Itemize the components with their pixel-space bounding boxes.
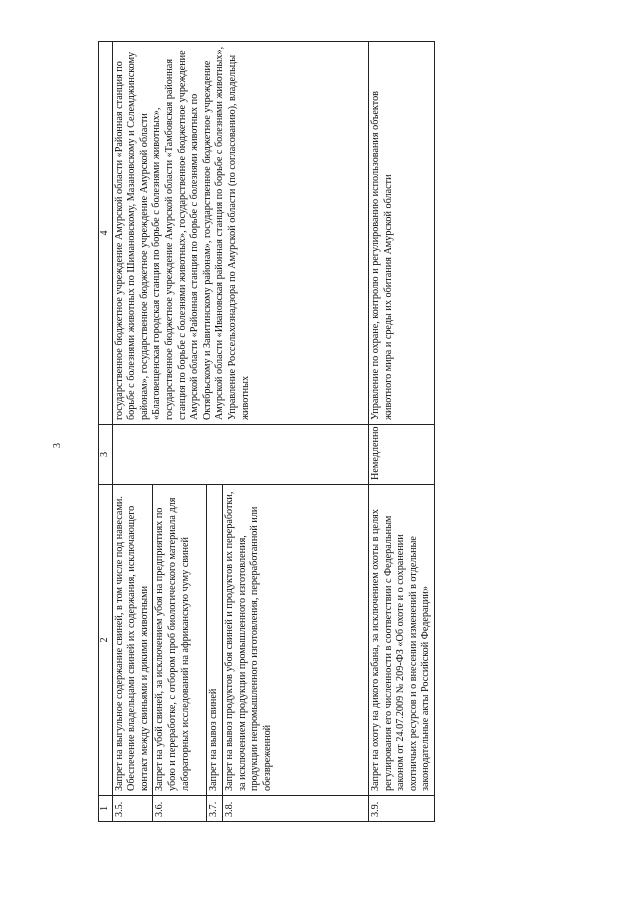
- measure-text: Запрет на охоту на дикого кабана, за исключением охоты в целях регулирования его численности в соответствии с Федеральным законом от 24.07.2009 № 209-ФЗ «Об охоте и о сохранении охотничьих ресурсов и о внесении изменений в отдельные законодательные акты Российской Федерации»: [368, 485, 434, 796]
- row-number: 3.5.: [112, 796, 153, 822]
- executor-text: Управление по охране, контролю и регулированию использования объектов животного мира и среды их обитания Амурской области: [368, 42, 434, 425]
- measure-text: Запрет на вывоз свиней: [207, 485, 223, 796]
- measure-text: Запрет на вывоз продуктов убоя свиней и продуктов их переработки, за исключением продукции промышленного изготовления, продукции непромышленного изготовления, переработанной или обезвреженной: [222, 485, 368, 796]
- row-number: 3.6.: [153, 796, 207, 822]
- row-number: 3.8.: [222, 796, 368, 822]
- measure-text: Запрет на убой свиней, за исключением убоя на предприятиях по убою и переработке, с отбором проб биологического материала для лабораторных исследований на африканскую чуму свиней: [153, 485, 207, 796]
- row-number: 3.7.: [207, 796, 223, 822]
- table-header-row: [99, 42, 113, 822]
- term-text: [112, 425, 368, 485]
- column-header: 3: [99, 425, 113, 485]
- measures-table-container: [98, 42, 486, 822]
- column-header: 2: [99, 485, 113, 796]
- column-header: 4: [99, 42, 113, 425]
- term-text: Немедленно: [368, 425, 434, 485]
- measures-table: [98, 41, 435, 822]
- executor-text: государственное бюджетное учреждение Амурской области «Районная станция по борьбе с болезнями животных по Шимановскому, Мазановскому и Селемджинскому районам», государственное бюджетное учреждение Амурской области «Благовещенская городская станция по борьбе с болезнями животных», государственное бюджетное учреждение Амурской области «Тамбовская районная станция по борьбе с болезнями животных», государственное бюджетное учреждение Амурской области «Районная станция по борьбе с болезнями животных по Октябрьскому и Завитинскому районам», государственное бюджетное учреждение Амурской области «Ивановская районная станция по борьбе с болезнями животных», Управление Россельхознадзора по Амурской области (по согласованию), владельцы животных: [112, 42, 368, 425]
- row-number: 3.9.: [368, 796, 434, 822]
- table-row: [368, 42, 434, 822]
- page-number: 3: [52, 443, 63, 448]
- column-header: 1: [99, 796, 113, 822]
- table-row: [112, 42, 153, 822]
- measure-text: Запрет на выгульное содержание свиней, в том числе под навесами. Обеспечение владельцами свиней их содержания, исключающего контакт между свиньями и дикими животными: [112, 485, 153, 796]
